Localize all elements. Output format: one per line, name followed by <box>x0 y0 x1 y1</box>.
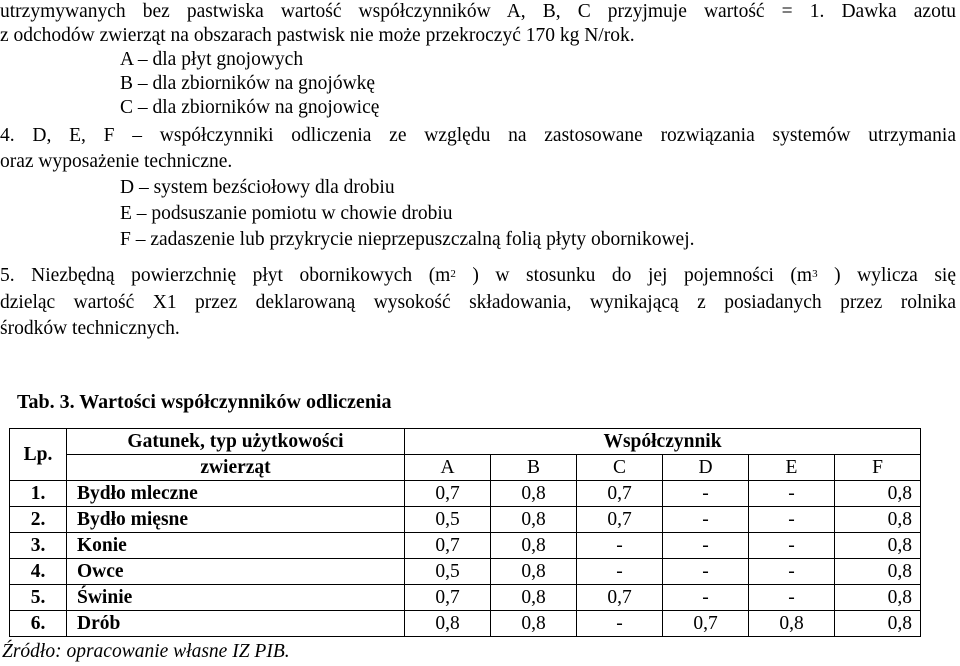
table-row <box>10 611 921 637</box>
cell-species: Konie <box>67 533 405 559</box>
cell-coefficient-f: 0,8 <box>835 559 921 585</box>
cell-species: Owce <box>67 559 405 585</box>
cell-coefficient-a: 0,8 <box>405 611 491 637</box>
header-coefficient: Współczynnik <box>405 429 921 455</box>
table-row <box>10 533 921 559</box>
cell-lp: 3. <box>10 533 67 559</box>
cell-coefficient-c: 0,7 <box>577 507 663 533</box>
header-name-line1: Gatunek, typ użytkowości <box>67 429 405 455</box>
superscript: 3 <box>812 268 818 280</box>
table-header-row <box>10 429 921 455</box>
cell-species: Świnie <box>67 585 405 611</box>
cell-species: Bydło mleczne <box>67 481 405 507</box>
cell-lp: 6. <box>10 611 67 637</box>
cell-lp: 2. <box>10 507 67 533</box>
cell-coefficient-d: - <box>663 585 749 611</box>
cell-coefficient-d: - <box>663 559 749 585</box>
text-line: utrzymywanych bez pastwiska wartość współczynników A, B, C przyjmuje wartość = 1. Dawka azotu <box>0 1 956 22</box>
header-col-c: C <box>577 455 663 481</box>
list-item-d: D – system bezściołowy dla drobiu <box>120 177 395 198</box>
cell-coefficient-d: - <box>663 533 749 559</box>
table-row <box>10 481 921 507</box>
cell-coefficient-a: 0,5 <box>405 559 491 585</box>
paragraph-5-line <box>0 291 956 315</box>
text-line: 4. D, E, F – współczynniki odliczenia ze względu na zastosowane rozwiązania systemów utrzymania <box>0 125 956 146</box>
text-line <box>0 264 956 288</box>
text-line: dzieląc wartość X1 przez deklarowaną wysokość składowania, wynikającą z posiadanych przez rolnika <box>0 292 956 313</box>
header-lp: Lp. <box>10 429 67 481</box>
cell-coefficient-b: 0,8 <box>491 611 577 637</box>
paragraph-5-line: środków technicznych. <box>0 318 180 339</box>
superscript: 2 <box>450 268 456 280</box>
paragraph-4-line <box>0 124 956 148</box>
cell-coefficient-e: - <box>749 507 835 533</box>
cell-coefficient-a: 0,7 <box>405 533 491 559</box>
header-col-d: D <box>663 455 749 481</box>
cell-coefficient-f: 0,8 <box>835 585 921 611</box>
cell-coefficient-d: - <box>663 507 749 533</box>
cell-coefficient-f: 0,8 <box>835 507 921 533</box>
cell-coefficient-e: 0,8 <box>749 611 835 637</box>
cell-coefficient-e: - <box>749 559 835 585</box>
cell-coefficient-c: - <box>577 611 663 637</box>
cell-coefficient-b: 0,8 <box>491 559 577 585</box>
list-item-a: A – dla płyt gnojowych <box>120 49 304 70</box>
table-caption: Tab. 3. Wartości współczynników odliczenia <box>17 391 392 413</box>
paragraph-5-line <box>0 264 956 288</box>
header-col-a: A <box>405 455 491 481</box>
cell-lp: 5. <box>10 585 67 611</box>
list-item-e: E – podsuszanie pomiotu w chowie drobiu <box>120 203 453 224</box>
text-fragment: ) wylicza się <box>834 265 956 286</box>
header-col-e: E <box>749 455 835 481</box>
cell-coefficient-b: 0,8 <box>491 507 577 533</box>
text-fragment: ) w stosunku do jej pojemności (m <box>472 265 813 286</box>
coefficients-table <box>9 428 921 637</box>
table-header-row <box>10 455 921 481</box>
cell-coefficient-e: - <box>749 533 835 559</box>
paragraph-line <box>0 0 956 24</box>
cell-coefficient-c: - <box>577 559 663 585</box>
paragraph-line: z odchodów zwierząt na obszarach pastwisk nie może przekroczyć 170 kg N/rok. <box>0 25 635 46</box>
table-row <box>10 507 921 533</box>
cell-coefficient-d: - <box>663 481 749 507</box>
cell-coefficient-a: 0,7 <box>405 585 491 611</box>
cell-coefficient-a: 0,7 <box>405 481 491 507</box>
cell-coefficient-b: 0,8 <box>491 533 577 559</box>
paragraph-4-line: oraz wyposażenie techniczne. <box>0 151 233 172</box>
list-item-f: F – zadaszenie lub przykrycie nieprzepuszczalną folią płyty obornikowej. <box>120 229 695 250</box>
cell-species: Bydło mięsne <box>67 507 405 533</box>
cell-lp: 1. <box>10 481 67 507</box>
header-name-line2: zwierząt <box>67 455 405 481</box>
header-col-f: F <box>835 455 921 481</box>
cell-coefficient-c: - <box>577 533 663 559</box>
cell-coefficient-f: 0,8 <box>835 533 921 559</box>
cell-lp: 4. <box>10 559 67 585</box>
cell-coefficient-c: 0,7 <box>577 481 663 507</box>
cell-coefficient-e: - <box>749 585 835 611</box>
cell-coefficient-e: - <box>749 481 835 507</box>
cell-coefficient-f: 0,8 <box>835 611 921 637</box>
cell-coefficient-f: 0,8 <box>835 481 921 507</box>
cell-coefficient-b: 0,8 <box>491 481 577 507</box>
list-item-c: C – dla zbiorników na gnojowicę <box>120 97 380 118</box>
table-row <box>10 559 921 585</box>
cell-coefficient-b: 0,8 <box>491 585 577 611</box>
cell-coefficient-a: 0,5 <box>405 507 491 533</box>
cell-coefficient-c: 0,7 <box>577 585 663 611</box>
cell-coefficient-d: 0,7 <box>663 611 749 637</box>
list-item-b: B – dla zbiorników na gnojówkę <box>120 73 376 94</box>
header-col-b: B <box>491 455 577 481</box>
table-row <box>10 585 921 611</box>
text-fragment: 5. Niezbędną powierzchnię płyt obornikowych (m <box>0 265 451 286</box>
source-note: Źródło: opracowanie własne IZ PIB. <box>2 641 290 662</box>
cell-species: Drób <box>67 611 405 637</box>
